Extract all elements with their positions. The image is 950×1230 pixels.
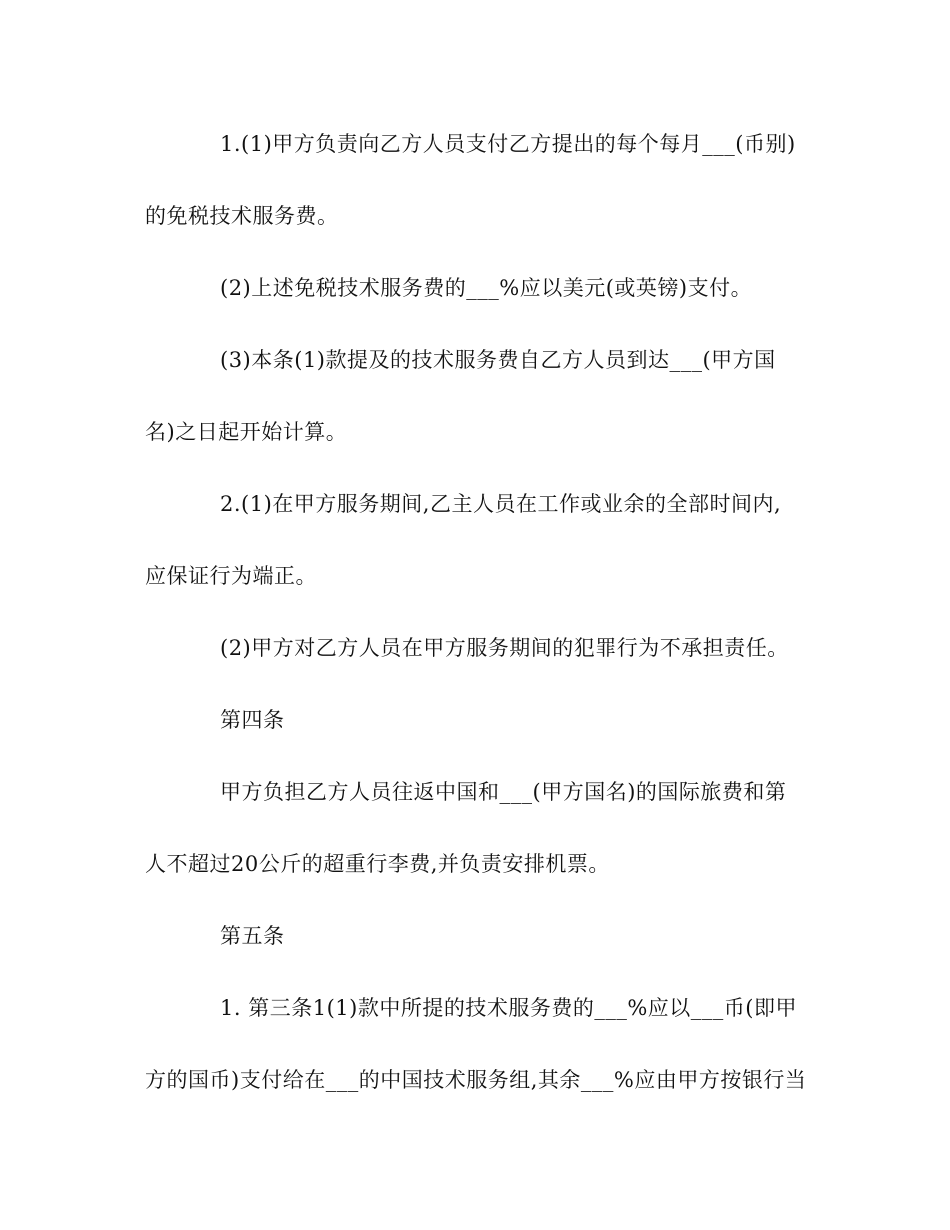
article-5-heading: 第五条 — [220, 924, 285, 948]
article-4-travel-line: 甲方负担乙方人员往返中国和___(甲方国名)的国际旅费和第 — [220, 780, 787, 804]
clause-3-3-start-line: (3)本条(1)款提及的技术服务费自乙方人员到达___(甲方国 — [220, 348, 776, 372]
article-4-travel-continuation: 人不超过20公斤的超重行李费,并负责安排机票。 — [145, 852, 610, 876]
clause-3-2-1-conduct-continuation: 应保证行为端正。 — [145, 564, 317, 588]
clause-3-2-1-conduct-line: 2.(1)在甲方服务期间,乙主人员在工作或业余的全部时间内, — [220, 492, 782, 516]
clause-3-1-payment-continuation: 的免税技术服务费。 — [145, 204, 339, 228]
article-5-1-fee-continuation: 方的国币)支付给在___的中国技术服务组,其余___%应由甲方按银行当 — [145, 1068, 807, 1092]
clause-3-1-payment-line: 1.(1)甲方负责向乙方人员支付乙方提出的每个每月___(币别) — [220, 132, 796, 156]
clause-3-3-start-continuation: 名)之日起开始计算。 — [145, 420, 348, 444]
clause-3-2-currency-line: (2)上述免税技术服务费的___%应以美元(或英镑)支付。 — [220, 276, 753, 300]
article-5-1-fee-line: 1. 第三条1(1)款中所提的技术服务费的___%应以___币(即甲 — [220, 996, 797, 1020]
article-4-heading: 第四条 — [220, 708, 285, 732]
clause-3-2-2-liability-line: (2)甲方对乙方人员在甲方服务期间的犯罪行为不承担责任。 — [220, 636, 789, 660]
